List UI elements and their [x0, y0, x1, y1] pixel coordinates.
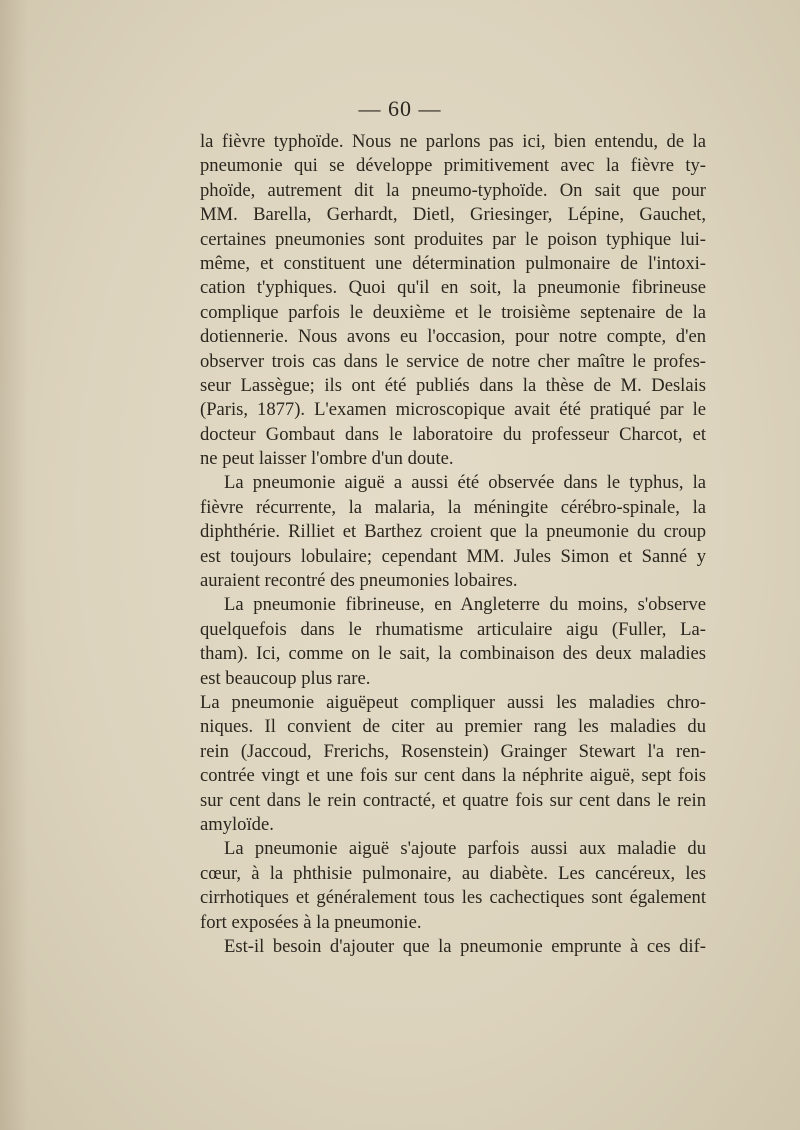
- body-text: [200, 130, 706, 959]
- text-line: niques. Il convient de citer au premier rang les maladies du: [200, 716, 706, 738]
- text-line: Est-il besoin d'ajouter que la pneumonie emprunte à ces dif-: [224, 935, 706, 957]
- text-line: pneumonie qui se développe primitivement avec la fièvre ty-: [200, 155, 706, 177]
- text-line: est toujours lobulaire; cependant MM. Jules Simon et Sanné y: [200, 545, 706, 567]
- text-line: fort exposées à la pneumonie.: [200, 911, 422, 933]
- text-line: est beaucoup plus rare.: [200, 667, 371, 689]
- page-number: — 60 —: [358, 96, 442, 121]
- text-line: dotiennerie. Nous avons eu l'occasion, pour notre compte, d'en: [200, 326, 706, 348]
- text-line: La pneumonie aiguë a aussi été observée dans le typhus, la: [224, 472, 706, 494]
- text-line: La pneumonie aiguëpeut compliquer aussi les maladies chro-: [200, 691, 706, 713]
- text-line: phoïde, autrement dit la pneumo-typhoïde. On sait que pour: [200, 179, 706, 201]
- text-line: (Paris, 1877). L'examen microscopique avait été pratiqué par le: [200, 399, 706, 421]
- text-line: certaines pneumonies sont produites par le poison typhique lui-: [200, 228, 706, 250]
- text-line: MM. Barella, Gerhardt, Dietl, Griesinger, Lépine, Gauchet,: [200, 204, 706, 226]
- text-line: sur cent dans le rein contracté, et quatre fois sur cent dans le rein: [200, 789, 706, 811]
- text-line: observer trois cas dans le service de notre cher maître le profes-: [200, 350, 706, 372]
- text-line: auraient recontré des pneumonies lobaires.: [200, 570, 518, 592]
- text-line: cation t'yphiques. Quoi qu'il en soit, la pneumonie fibrineuse: [200, 277, 706, 299]
- text-line: cirrhotiques et généralement tous les cachectiques sont également: [200, 887, 706, 909]
- text-line: ne peut laisser l'ombre d'un doute.: [200, 448, 454, 470]
- text-line: amyloïde.: [200, 813, 274, 835]
- text-line: même, et constituent une détermination pulmonaire de l'intoxi-: [200, 252, 706, 274]
- text-line: tham). Ici, comme on le sait, la combinaison des deux maladies: [200, 643, 706, 665]
- text-line: fièvre récurrente, la malaria, la méningite cérébro-spinale, la: [200, 496, 706, 518]
- text-line: La pneumonie fibrineuse, en Angleterre du moins, s'observe: [224, 594, 706, 616]
- text-line: la fièvre typhoïde. Nous ne parlons pas ici, bien entendu, de la: [200, 131, 706, 152]
- text-line: quelquefois dans le rhumatisme articulaire aigu (Fuller, La-: [200, 618, 706, 640]
- text-line: La pneumonie aiguë s'ajoute parfois aussi aux maladie du: [224, 838, 706, 860]
- text-line: contrée vingt et une fois sur cent dans la néphrite aiguë, sept fois: [200, 765, 706, 787]
- text-line: complique parfois le deuxième et le troisième septenaire de la: [200, 301, 706, 323]
- text-line: cœur, à la phthisie pulmonaire, au diabète. Les cancéreux, les: [200, 862, 706, 884]
- text-line: diphthérie. Rilliet et Barthez croient que la pneumonie du croup: [200, 521, 706, 543]
- text-line: seur Lassègue; ils ont été publiés dans la thèse de M. Deslais: [200, 374, 706, 396]
- text-line: rein (Jaccoud, Frerichs, Rosenstein) Grainger Stewart l'a ren-: [200, 740, 706, 762]
- text-line: docteur Gombaut dans le laboratoire du professeur Charcot, et: [200, 423, 706, 445]
